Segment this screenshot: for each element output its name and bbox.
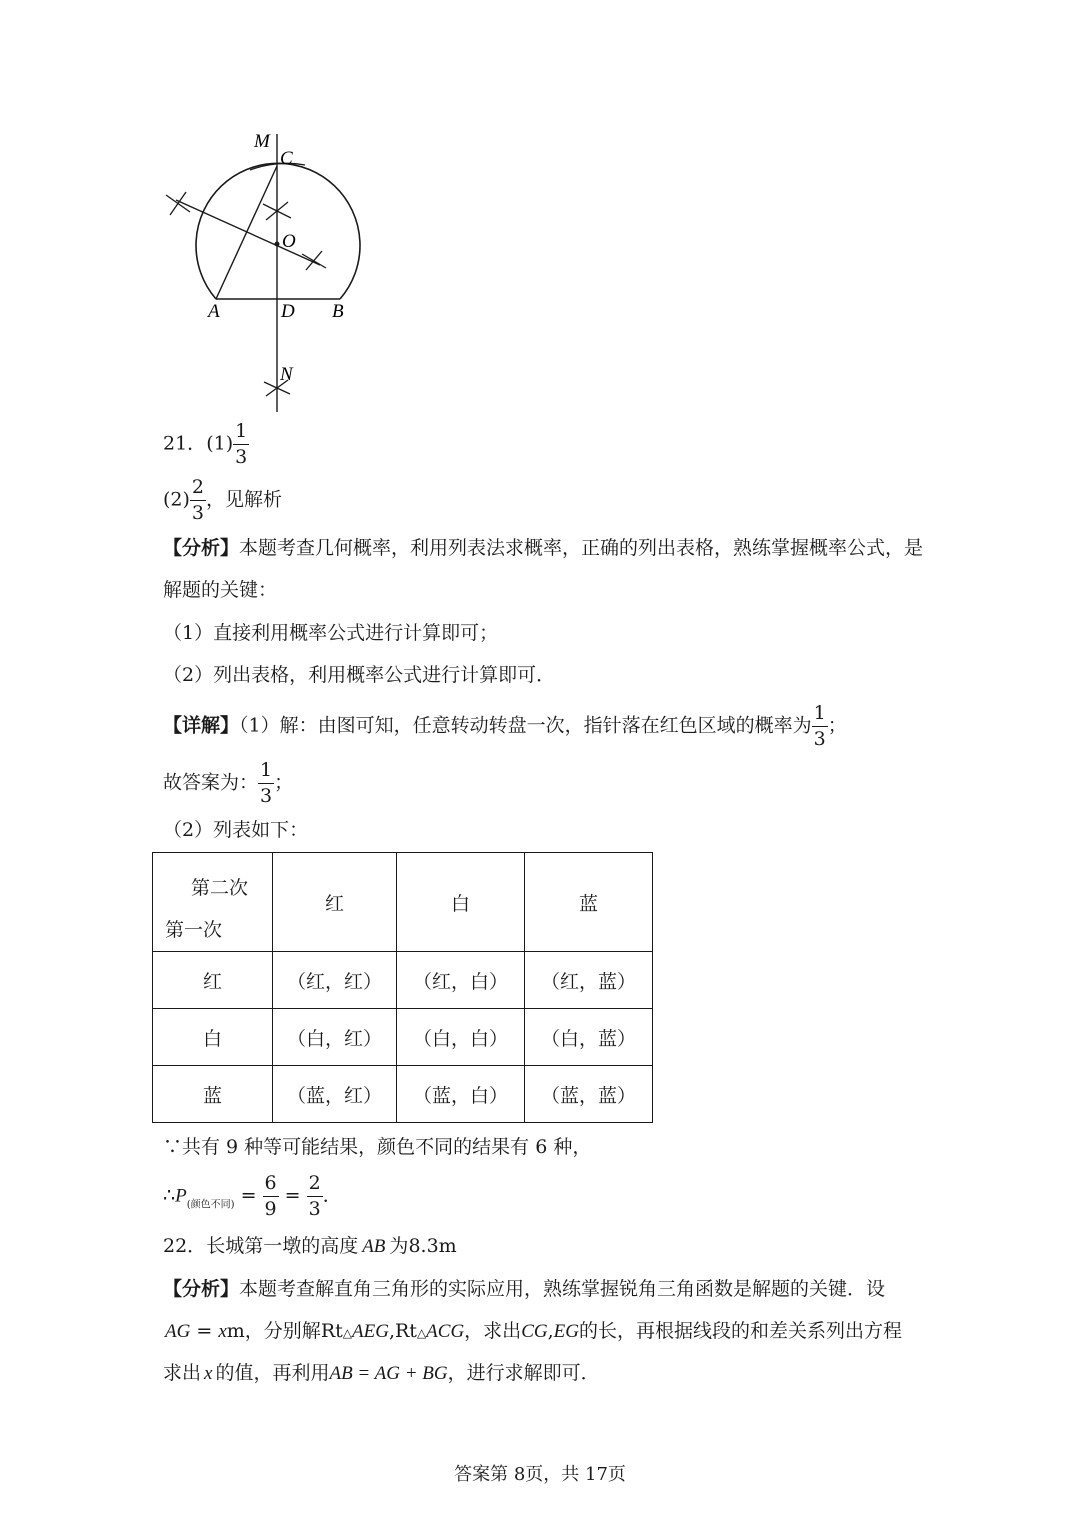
detail-text: （1）解：由图可知，任意转动转盘一次，指针落在红色区域的概率为 — [239, 714, 812, 737]
q21-answer — [163, 761, 293, 806]
q22-value: 8.3m — [408, 1235, 457, 1257]
table-header-row — [153, 853, 653, 952]
unit-m: m — [226, 1320, 245, 1342]
table-cell: （白，白） — [397, 1009, 525, 1066]
answer-end: ； — [274, 771, 294, 794]
equals-1: = — [240, 1184, 257, 1207]
triangle-icon: △ — [342, 1326, 352, 1340]
row-label: 红 — [153, 952, 273, 1009]
equals-2: = — [284, 1184, 301, 1207]
table-row — [153, 1066, 653, 1123]
rt2: Rt — [394, 1320, 417, 1342]
table-cell: （红，红） — [273, 952, 397, 1009]
label-c: C — [280, 148, 293, 169]
q21-step2: （2）列出表格，利用概率公式进行计算即可． — [163, 664, 556, 686]
row-label: 蓝 — [153, 1066, 273, 1123]
q22-analysis-line2 — [165, 1322, 902, 1341]
column-header: 蓝 — [525, 853, 653, 952]
table-cell: （蓝，白） — [397, 1066, 525, 1123]
table-cell: （白，蓝） — [525, 1009, 653, 1066]
cross-marks — [166, 192, 326, 396]
label-d: D — [281, 301, 295, 322]
q22-number: 22． — [163, 1235, 207, 1257]
formula-end: ． — [322, 1184, 342, 1207]
comma: , — [388, 1320, 395, 1342]
triangle-icon: △ — [416, 1326, 427, 1340]
detail-tag: 【详解】 — [163, 714, 240, 737]
label-b: B — [332, 301, 344, 322]
answer-text: 故答案为： — [163, 771, 259, 794]
probability-table — [152, 852, 653, 1123]
column-header: 红 — [273, 853, 397, 952]
q21-part2-fraction: $\frac{2}{3}$ — [191, 476, 205, 524]
comma: , — [547, 1320, 554, 1342]
table-row — [153, 952, 653, 1009]
table-cell: （红，白） — [397, 952, 525, 1009]
q22-analysis-line3 — [163, 1364, 600, 1383]
head-second: 第二次 — [191, 877, 249, 899]
rt1: Rt — [320, 1320, 343, 1342]
detail-fraction: $\frac{1}{3}$ — [813, 702, 826, 750]
q22-title — [163, 1237, 457, 1256]
text-a: ，分别解 — [244, 1320, 321, 1342]
p-subscript: (颜色不同) — [186, 1199, 235, 1211]
q22-title-text: 长城第一墩的高度 — [206, 1235, 359, 1257]
q22-title-mid: 为 — [389, 1235, 409, 1257]
text-a: 求出 — [163, 1362, 202, 1384]
q21-part1-fraction: $\frac{1}{3}$ — [235, 420, 248, 468]
row-label: 白 — [153, 1009, 273, 1066]
cg-var: CG — [521, 1321, 548, 1342]
x-var: x — [218, 1321, 227, 1342]
q22-analysis-tag: 【分析】 — [163, 1278, 240, 1300]
tri1: AEG — [352, 1321, 389, 1342]
q21-step1: （1）直接利用概率公式进行计算即可； — [163, 622, 499, 644]
text-c: ，进行求解即可． — [447, 1362, 600, 1384]
tri2: ACG — [426, 1321, 465, 1342]
q21-table-intro: （2）列表如下： — [163, 819, 309, 841]
column-header: 白 — [397, 853, 525, 952]
q22-ab: AB — [362, 1236, 386, 1257]
fraction-2-3: $\frac{2}{3}$ — [308, 1172, 321, 1220]
table-cell: （白，红） — [273, 1009, 397, 1066]
label-n: N — [280, 364, 293, 385]
text-b: ，求出 — [464, 1320, 522, 1342]
q21-probability-formula — [163, 1174, 342, 1219]
table-cell: （蓝，蓝） — [525, 1066, 653, 1123]
page-footer: 答案第 8页，共 17页 — [454, 1464, 626, 1485]
p-symbol: P — [175, 1185, 187, 1207]
q21-detail — [163, 704, 847, 749]
center-point-o — [275, 242, 280, 247]
q22-analysis-text: 本题考查解直角三角形的实际应用，熟练掌握锐角三角函数是解题的关键．设 — [239, 1278, 886, 1300]
analysis-tag: 【分析】 — [163, 537, 240, 559]
analysis-text: 本题考查几何概率，利用列表法求概率，正确的列出表格，熟练掌握概率公式，是 — [239, 537, 924, 559]
q21-part1-prefix: (1) — [206, 432, 234, 455]
q21-part2-prefix: (2) — [163, 488, 190, 511]
table-row — [153, 1009, 653, 1066]
eg-var: EG — [553, 1321, 579, 1342]
q21-analysis-line2: 解题的关键： — [163, 579, 278, 601]
circle-arc — [196, 163, 360, 299]
text-b: 的值，再利用 — [215, 1362, 330, 1384]
equals: = — [190, 1320, 219, 1342]
head-first: 第一次 — [165, 919, 223, 941]
q22-analysis-line1 — [163, 1280, 885, 1299]
label-m: M — [254, 131, 270, 152]
q21-part2-suffix: ，见解析 — [206, 488, 283, 511]
table-cell: （红，蓝） — [525, 952, 653, 1009]
ab-formula: AB = AG + BG — [329, 1363, 448, 1384]
q21-part2 — [163, 478, 282, 523]
therefore-symbol: ∴ — [163, 1184, 176, 1207]
table-corner-cell — [153, 853, 273, 952]
table-cell: （蓝，红） — [273, 1066, 397, 1123]
geometry-figure — [150, 120, 390, 420]
q21-because: ∵共有 9 种等可能结果，颜色不同的结果有 6 种， — [163, 1136, 592, 1158]
answer-fraction: $\frac{1}{3}$ — [260, 759, 273, 807]
q21-number: 21． — [163, 432, 207, 455]
ag-var: AG — [165, 1321, 191, 1342]
label-a: A — [208, 301, 220, 322]
text-c: 的长，再根据线段的和差关系列出方程 — [578, 1320, 902, 1342]
label-o: O — [282, 231, 296, 252]
fraction-6-9: $\frac{6}{9}$ — [264, 1172, 277, 1220]
q21-analysis-line1 — [163, 539, 923, 558]
detail-end: ； — [827, 714, 847, 737]
x-var: x — [204, 1363, 213, 1384]
q21-part1 — [163, 422, 249, 467]
